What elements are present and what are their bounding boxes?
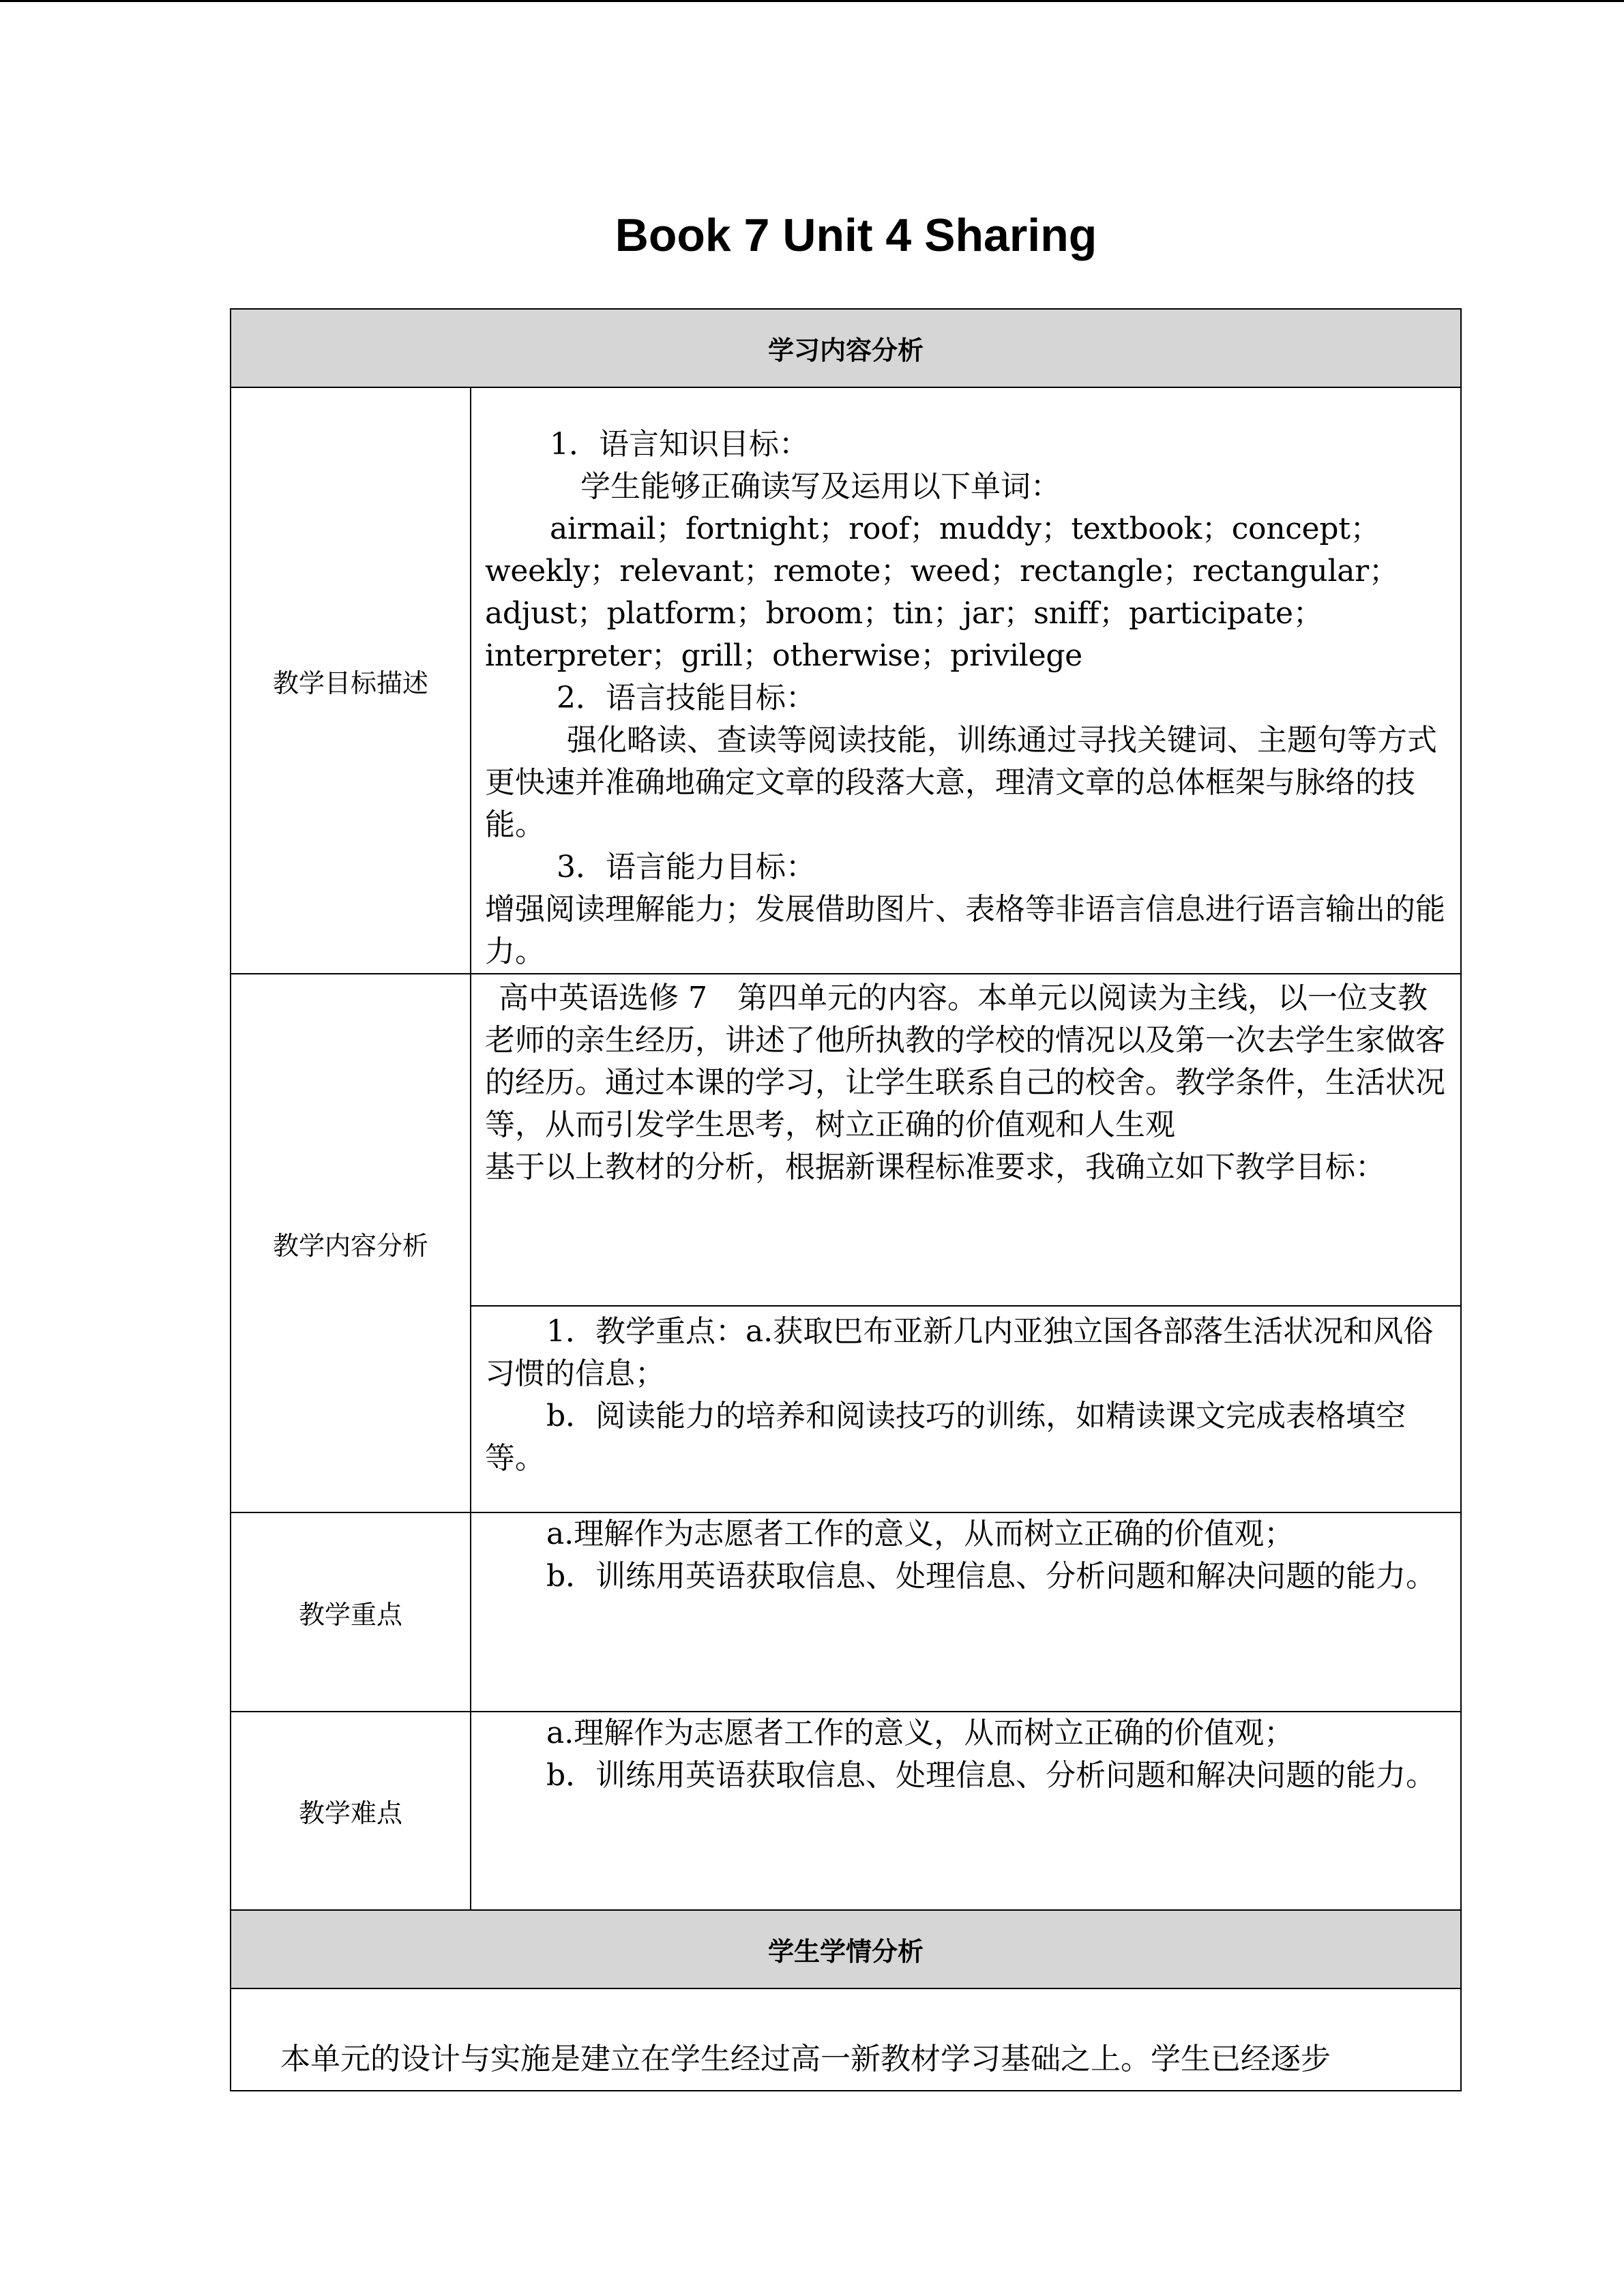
student-header-row <box>231 1910 1461 1988</box>
knowledge-goal-heading: 1．语言知识目标： <box>550 427 809 462</box>
key-points-row <box>231 1512 1461 1712</box>
goals-cell <box>471 387 1461 974</box>
vocabulary-list: airmail；fortnight；roof；muddy；textbook；concept；weekly；relevant；remote；weed；rectangle；rectangular；adjust；platform；broom；tin；jar；sniff；participate；interpreter；grill；otherwise；privilege <box>485 511 1399 673</box>
key-points-label: 教学重点 <box>231 1512 471 1712</box>
content-analysis-cell <box>471 974 1461 1306</box>
content-paragraph-1: 高中英语选修 7 第四单元的内容。本单元以阅读为主线，以一位支教老师的亲生经历，讲述了他所执教的学校的情况以及第一次去学生家做客的经历。通过本课的学习，让学生联系自己的校舍。教学条件，生活状况等，从而引发学生思考，树立正确的价值观和人生观 <box>485 981 1445 1142</box>
lesson-plan-table <box>230 308 1462 2091</box>
ability-goal-text: 增强阅读理解能力；发展借助图片、表格等非语言信息进行语言输出的能力。 <box>485 892 1445 969</box>
section-header-row <box>231 309 1461 387</box>
difficulties-row <box>231 1712 1461 1910</box>
goals-row <box>231 387 1461 974</box>
knowledge-goal-intro: 学生能够正确读写及运用以下单词： <box>580 469 1061 504</box>
teaching-focus-cell <box>471 1306 1461 1512</box>
teaching-focus-b: b．阅读能力的培养和阅读技巧的训练，如精读课文完成表格填空等。 <box>485 1399 1406 1476</box>
key-points-cell <box>471 1512 1461 1712</box>
document-title: Book 7 Unit 4 Sharing <box>615 209 1097 261</box>
student-analysis-row <box>231 1988 1461 2091</box>
section-header-content-analysis: 学习内容分析 <box>231 309 1461 387</box>
student-analysis-text: 本单元的设计与实施是建立在学生经过高一新教材学习基础之上。学生已经逐步 <box>280 2042 1331 2076</box>
goals-label: 教学目标描述 <box>231 387 471 974</box>
top-border-rule <box>0 0 1624 2</box>
content-analysis-row-a <box>231 974 1461 1306</box>
skill-goal-text: 强化略读、查读等阅读技能，训练通过寻找关键词、主题句等方式更快速并准确地确定文章的段落大意，理清文章的总体框架与脉络的技能。 <box>485 723 1437 842</box>
content-analysis-label: 教学内容分析 <box>231 974 471 1512</box>
key-point-b: b．训练用英语获取信息、处理信息、分析问题和解决问题的能力。 <box>546 1559 1436 1594</box>
skill-goal-heading: 2．语言技能目标： <box>557 681 816 715</box>
key-point-a: a.理解作为志愿者工作的意义，从而树立正确的价值观； <box>546 1517 1295 1551</box>
section-header-student-analysis: 学生学情分析 <box>231 1910 1461 1988</box>
teaching-focus-a: 1．教学重点：a.获取巴布亚新几内亚独立国各部落生活状况和风俗习惯的信息； <box>485 1314 1434 1391</box>
difficulty-b: b．训练用英语获取信息、处理信息、分析问题和解决问题的能力。 <box>546 1758 1436 1793</box>
difficulties-cell <box>471 1712 1461 1910</box>
difficulties-label: 教学难点 <box>231 1712 471 1910</box>
content-paragraph-2: 基于以上教材的分析，根据新课程标准要求，我确立如下教学目标： <box>485 1150 1385 1184</box>
difficulty-a: a.理解作为志愿者工作的意义，从而树立正确的价值观； <box>546 1716 1295 1750</box>
student-analysis-cell <box>231 1988 1461 2091</box>
ability-goal-heading: 3．语言能力目标： <box>557 850 816 884</box>
